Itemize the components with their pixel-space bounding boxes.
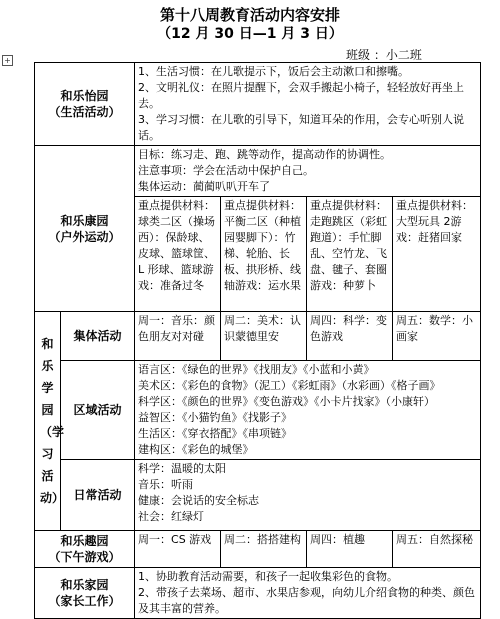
quyuan-day-2: 周二：搭搭建构 bbox=[221, 531, 307, 568]
daily-line-1: 科学：温暖的太阳 bbox=[138, 462, 227, 475]
kangyuan-area-1: 重点提供材料：球类二区（操场西）：保龄球、皮球、篮球筐、L 形球、篮球游戏：准备过冬 bbox=[135, 197, 221, 312]
group-day-3: 周四：科学：变色游戏 bbox=[307, 312, 393, 361]
daily-line-4: 社会：红绿灯 bbox=[138, 510, 205, 523]
section-header-yiyuan: 和乐怡园 （生活活动） bbox=[35, 63, 135, 146]
table-move-handle-icon[interactable]: + bbox=[2, 55, 13, 66]
section-header-quyuan: 和乐趣园 （下午游戏） bbox=[35, 531, 135, 568]
group-day-4: 周五：数学：小画家 bbox=[393, 312, 481, 361]
quyuan-day-1: 周一：CS 游戏 bbox=[135, 531, 221, 568]
row-xueyuan-group bbox=[35, 312, 481, 361]
kangyuan-notice: 注意事项：学会在活动中保护自己。 bbox=[138, 164, 315, 177]
document-title: 第十八周教育活动内容安排 bbox=[159, 6, 340, 24]
kangyuan-goal: 目标：练习走、跑、跳等动作，提高动作的协调性。 bbox=[138, 148, 392, 161]
quyuan-day-4: 周五：自然探秘 bbox=[393, 531, 481, 568]
section-header-jiayuan: 和乐家园 （家长工作） bbox=[35, 568, 135, 619]
daily-activity-content bbox=[135, 460, 481, 531]
area-line-3: 科学区：《颜色的世界》《变色游戏》《小卡片找家》（小康轩） bbox=[138, 395, 436, 408]
kangyuan-overview bbox=[135, 146, 481, 197]
group-day-2: 周二：美术：认识蒙德里安 bbox=[221, 312, 307, 361]
kangyuan-group: 集体运动：蔺蔺叭叭开车了 bbox=[138, 180, 271, 193]
area-line-6: 建构区：《彩色的城堡》 bbox=[138, 443, 254, 456]
yiyuan-line-2: 2、文明礼仪：在照片提醒下，会双手搬起小椅子，轻轻放好再坐上去。 bbox=[138, 81, 465, 110]
area-line-4: 益智区：《小猫钓鱼》《找影子》 bbox=[138, 411, 293, 424]
document-subtitle: （12 月 30 日—1 月 3 日） bbox=[157, 26, 343, 42]
area-line-2: 美术区：《彩色的食物》（泥工）《彩虹雨》（水彩画）《格子画》 bbox=[138, 379, 441, 392]
daily-activity-header: 日常活动 bbox=[61, 460, 135, 531]
row-hele-yiyuan bbox=[35, 63, 481, 146]
yiyuan-line-1: 1、生活习惯：在儿歌提示下，饭后会主动漱口和擦嘴。 bbox=[138, 65, 410, 78]
class-label: 班级 ：小二班 bbox=[346, 48, 422, 62]
area-line-5: 生活区：《穿衣搭配》《串项链》 bbox=[138, 427, 293, 440]
yiyuan-content bbox=[135, 63, 481, 146]
area-activity-header: 区域活动 bbox=[61, 361, 135, 460]
yiyuan-line-3: 3、学习习惯：在儿歌的引导下，知道耳朵的作用，会专心听别人说话。 bbox=[138, 113, 465, 142]
daily-line-3: 健康：会说话的安全标志 bbox=[138, 494, 260, 507]
row-hele-quyuan bbox=[35, 531, 481, 568]
group-activity-header: 集体活动 bbox=[61, 312, 135, 361]
quyuan-day-3: 周四：植趣 bbox=[307, 531, 393, 568]
row-xueyuan-area bbox=[35, 361, 481, 460]
kangyuan-area-2: 重点提供材料：平衡二区（种植园婴脚下）：竹梯、轮胎、长板、拱形桥、线轴游戏：运水果 bbox=[221, 197, 307, 312]
daily-line-2: 音乐：听雨 bbox=[138, 478, 194, 491]
row-xueyuan-daily bbox=[35, 460, 481, 531]
group-day-1: 周一：音乐：颜色朋友对对碰 bbox=[135, 312, 221, 361]
kangyuan-area-4: 重点提供材料：大型玩具 2游戏：赶猪回家 bbox=[393, 197, 481, 312]
jiayuan-line-1: 1、协助教育活动需要，和孩子一起收集彩色的食物。 bbox=[138, 570, 399, 583]
jiayuan-content bbox=[135, 568, 481, 619]
kangyuan-area-3: 重点提供材料：走跑跳区（彩虹跑道）：手忙脚乱、空竹龙、飞盘、毽子、套圈游戏：种萝卜 bbox=[307, 197, 393, 312]
jiayuan-line-2: 2、带孩子去菜场、超市、水果店参观，向幼儿介绍食物的种类、颜色及其丰富的营养。 bbox=[138, 586, 476, 615]
area-line-1: 语言区：《绿色的世界》《找朋友》《小蓝和小黄》 bbox=[138, 363, 375, 376]
section-header-kangyuan: 和乐康园 （户外运动） bbox=[35, 146, 135, 312]
row-hele-kangyuan bbox=[35, 146, 481, 197]
row-hele-jiayuan bbox=[35, 568, 481, 619]
section-header-xueyuan: 和乐学园（学习活动） bbox=[35, 312, 61, 531]
area-activity-content bbox=[135, 361, 481, 460]
schedule-table bbox=[34, 62, 481, 619]
